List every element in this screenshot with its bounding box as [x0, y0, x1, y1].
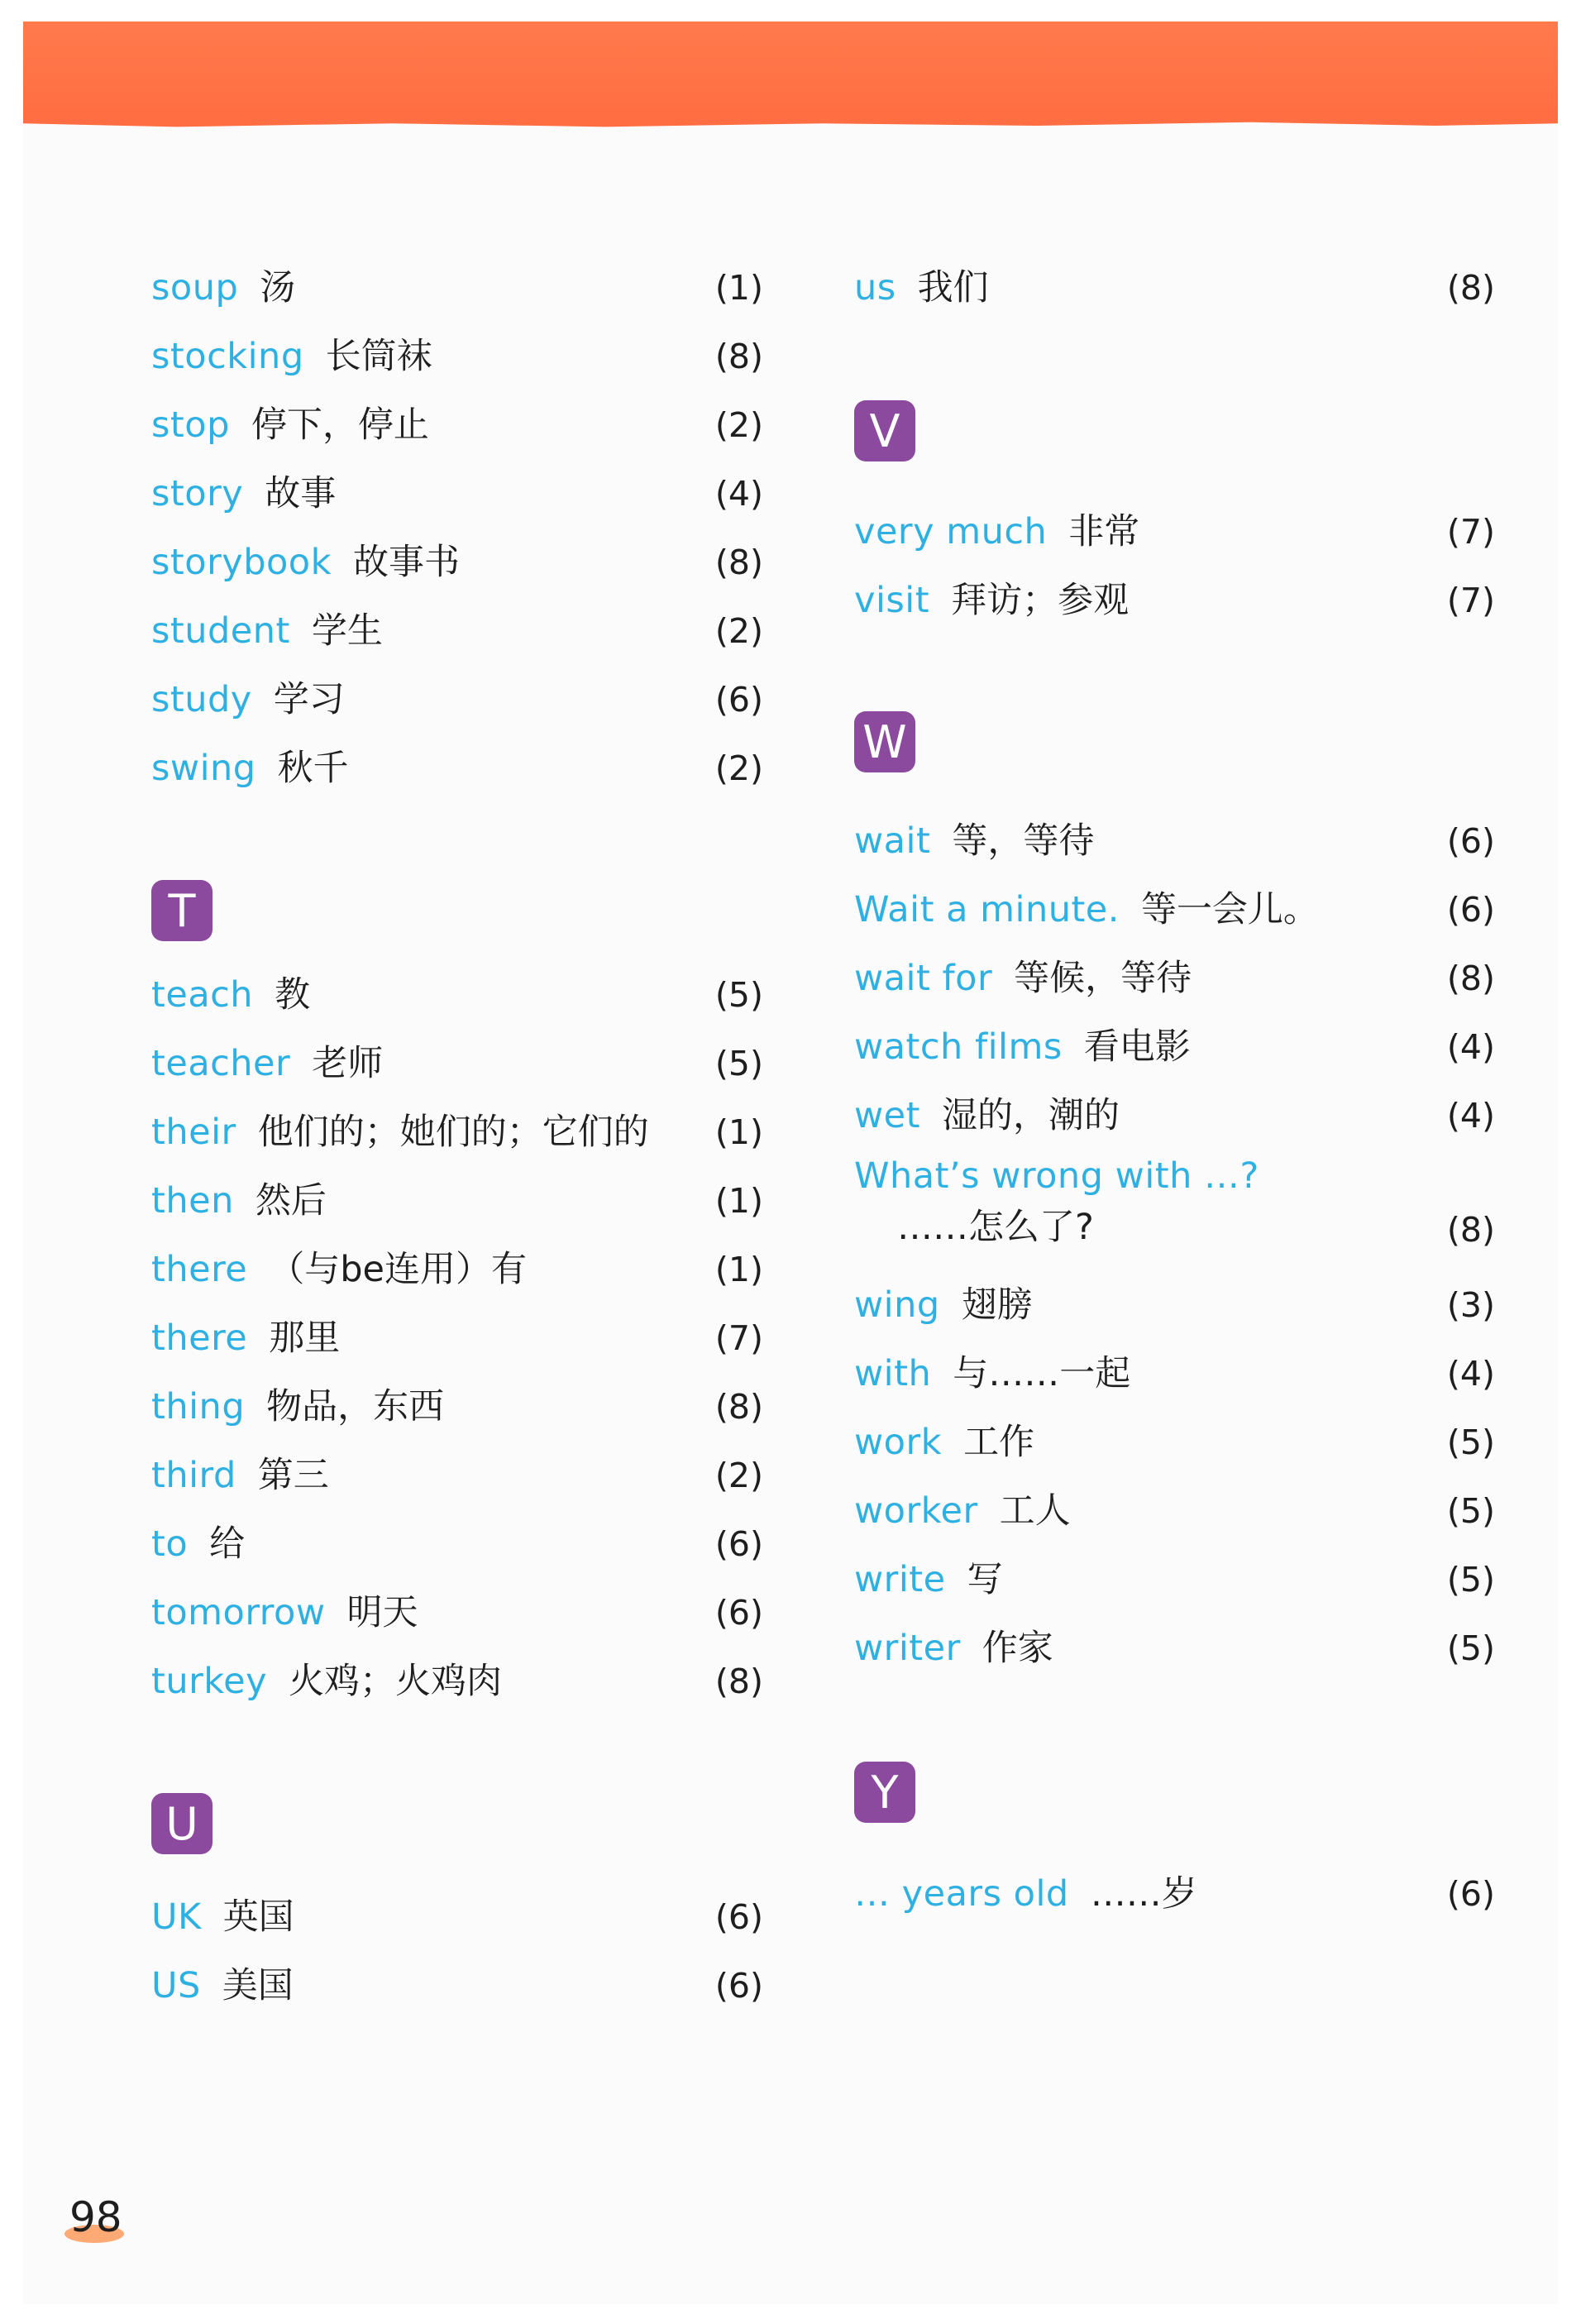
chinese-meaning: （与be连用）有	[269, 1248, 528, 1290]
vocab-entry	[854, 1087, 1495, 1145]
english-word: UK	[151, 1896, 202, 1938]
vocab-entry	[854, 1345, 1495, 1403]
english-word: wet	[854, 1094, 920, 1136]
english-word: with	[854, 1352, 932, 1394]
chinese-meaning: 给	[209, 1523, 246, 1565]
unit-number: (1)	[714, 1180, 763, 1221]
chinese-meaning: 写	[967, 1558, 1003, 1600]
vocab-entry	[854, 1865, 1495, 1923]
vocab-entry	[151, 1515, 763, 1573]
vocab-entry	[151, 1447, 763, 1504]
vocab-entry	[854, 1276, 1495, 1334]
unit-number: (2)	[714, 404, 763, 445]
english-word: there	[151, 1317, 248, 1359]
unit-number: (6)	[714, 1523, 763, 1564]
english-word: Wait a minute.	[854, 888, 1120, 930]
chinese-meaning: 与……一起	[953, 1352, 1131, 1394]
unit-number: (3)	[1446, 1284, 1495, 1325]
page-number: 98	[69, 2193, 122, 2241]
letter-badge-u: U	[151, 1793, 213, 1854]
unit-number: (7)	[1446, 511, 1495, 552]
top-banner	[23, 22, 1558, 137]
chinese-meaning: 工人	[999, 1490, 1071, 1532]
unit-number: (6)	[714, 1965, 763, 2006]
english-word: worker	[854, 1490, 978, 1532]
unit-number: (6)	[1446, 820, 1495, 861]
vocab-entry	[854, 1482, 1495, 1540]
chinese-meaning: 故事书	[353, 541, 461, 583]
english-word: storybook	[151, 541, 332, 583]
vocab-entry	[854, 571, 1495, 629]
vocab-entry	[151, 1309, 763, 1367]
english-word: story	[151, 472, 244, 514]
vocab-entry	[151, 1957, 763, 2015]
english-word: us	[854, 266, 896, 308]
vocab-entry	[854, 1150, 1495, 1258]
english-word: visit	[854, 579, 930, 621]
chinese-meaning: 工作	[963, 1421, 1035, 1463]
vocab-entry	[151, 533, 763, 591]
vocab-entry	[151, 602, 763, 660]
english-word: swing	[151, 747, 256, 789]
chinese-meaning: 停下，停止	[251, 404, 429, 446]
unit-number: (6)	[1446, 889, 1495, 930]
chinese-meaning: 拜访；参观	[951, 579, 1130, 621]
unit-number: (1)	[714, 1249, 763, 1289]
unit-number: (2)	[714, 748, 763, 788]
vocab-entry	[151, 1035, 763, 1093]
unit-number: (5)	[1446, 1628, 1495, 1668]
chinese-meaning: 作家	[982, 1627, 1053, 1669]
chinese-meaning: 学习	[273, 678, 345, 720]
unit-number: (5)	[714, 974, 763, 1015]
english-word: write	[854, 1558, 946, 1600]
english-word: their	[151, 1111, 236, 1153]
english-word: stop	[151, 404, 230, 446]
unit-number: (2)	[714, 610, 763, 651]
vocab-entry	[151, 1378, 763, 1436]
unit-number: (1)	[714, 1112, 763, 1152]
chinese-meaning: 老师	[312, 1042, 384, 1084]
unit-number: (7)	[1446, 580, 1495, 620]
english-word: teach	[151, 973, 254, 1016]
unit-number: (8)	[714, 1661, 763, 1701]
english-word: watch films	[854, 1026, 1063, 1068]
unit-number: (4)	[1446, 1353, 1495, 1394]
chinese-meaning: ……岁	[1090, 1872, 1197, 1915]
unit-number: (4)	[1446, 1095, 1495, 1136]
chinese-meaning: 美国	[222, 1964, 294, 2006]
vocab-entry	[151, 1584, 763, 1642]
chinese-meaning: 那里	[269, 1317, 341, 1359]
unit-number: (8)	[1446, 958, 1495, 998]
vocab-entry	[854, 1551, 1495, 1609]
english-word: wait for	[854, 957, 993, 999]
chinese-meaning: 秋千	[277, 747, 349, 789]
chinese-meaning: 学生	[311, 610, 383, 652]
vocab-entry	[151, 465, 763, 523]
english-word: to	[151, 1523, 189, 1565]
english-word: stocking	[151, 335, 304, 377]
unit-number: (6)	[714, 1896, 763, 1937]
vocab-entry	[854, 949, 1495, 1007]
english-word: third	[151, 1454, 236, 1496]
chinese-meaning: 英国	[222, 1896, 294, 1938]
unit-number: (5)	[1446, 1559, 1495, 1600]
vocab-entry	[151, 328, 763, 385]
unit-number: (8)	[714, 1386, 763, 1427]
vocab-entry	[151, 259, 763, 317]
chinese-meaning: 物品，东西	[266, 1385, 445, 1427]
chinese-meaning: 湿的，潮的	[941, 1094, 1120, 1136]
letter-badge-v: V	[854, 400, 915, 461]
unit-number: (6)	[1446, 1873, 1495, 1914]
vocab-entry	[151, 1172, 763, 1230]
english-word: teacher	[151, 1042, 291, 1084]
unit-number: (5)	[714, 1043, 763, 1083]
english-word: turkey	[151, 1660, 268, 1702]
vocab-entry	[854, 503, 1495, 561]
unit-number: (7)	[714, 1317, 763, 1358]
chinese-meaning: 长筒袜	[325, 335, 432, 377]
letter-badge-w: W	[854, 711, 915, 772]
english-word: … years old	[854, 1872, 1069, 1915]
chinese-meaning: 我们	[917, 266, 989, 308]
unit-number: (5)	[1446, 1422, 1495, 1462]
letter-badge-y: Y	[854, 1762, 915, 1823]
unit-number: (5)	[1446, 1490, 1495, 1531]
chinese-meaning: 非常	[1068, 510, 1140, 552]
english-word: thing	[151, 1385, 246, 1427]
chinese-meaning: 他们的；她们的；它们的	[257, 1111, 649, 1153]
chinese-meaning: 等一会儿。	[1140, 888, 1319, 930]
chinese-meaning: ……怎么了?	[897, 1207, 1094, 1248]
vocab-entry	[854, 881, 1495, 939]
unit-number: (8)	[1446, 267, 1495, 308]
vocab-entry	[854, 1413, 1495, 1471]
unit-number: (8)	[714, 336, 763, 376]
vocab-entry	[151, 739, 763, 797]
unit-number: (6)	[714, 679, 763, 720]
chinese-meaning: 教	[275, 973, 311, 1016]
english-word: writer	[854, 1627, 961, 1669]
unit-number: (6)	[714, 1592, 763, 1633]
vocab-entry	[854, 1018, 1495, 1076]
vocab-entry	[854, 812, 1495, 870]
chinese-meaning: 明天	[346, 1591, 418, 1633]
english-word: wing	[854, 1284, 940, 1326]
vocab-entry	[151, 966, 763, 1024]
unit-number: (8)	[1446, 1210, 1495, 1250]
chinese-meaning: 故事	[265, 472, 337, 514]
vocab-entry	[854, 1619, 1495, 1677]
vocab-entry	[854, 259, 1495, 317]
chinese-meaning: 火鸡；火鸡肉	[289, 1660, 503, 1702]
chinese-meaning: 汤	[260, 266, 296, 308]
english-word: student	[151, 610, 290, 652]
vocab-entry	[151, 1103, 763, 1161]
english-word: What’s wrong with …?	[854, 1155, 1259, 1197]
vocab-entry	[151, 396, 763, 454]
unit-number: (4)	[714, 473, 763, 514]
unit-number: (1)	[714, 267, 763, 308]
english-word: work	[854, 1421, 943, 1463]
vocab-entry	[151, 1652, 763, 1710]
unit-number: (8)	[714, 542, 763, 582]
english-word: US	[151, 1964, 201, 2006]
english-word: tomorrow	[151, 1591, 326, 1633]
unit-number: (4)	[1446, 1026, 1495, 1067]
chinese-meaning: 然后	[255, 1179, 327, 1222]
english-word: there	[151, 1248, 248, 1290]
chinese-meaning: 第三	[257, 1454, 329, 1496]
letter-badge-t: T	[151, 880, 213, 941]
english-word: wait	[854, 820, 931, 862]
vocab-entry	[151, 1888, 763, 1946]
chinese-meaning: 翅膀	[961, 1284, 1033, 1326]
english-word: soup	[151, 266, 239, 308]
chinese-meaning: 看电影	[1083, 1026, 1191, 1068]
unit-number: (2)	[714, 1455, 763, 1495]
vocab-entry	[151, 671, 763, 729]
english-word: then	[151, 1179, 234, 1222]
english-word: very much	[854, 510, 1048, 552]
chinese-meaning: 等，等待	[952, 820, 1095, 862]
english-word: study	[151, 678, 252, 720]
chinese-meaning: 等候，等待	[1014, 957, 1192, 999]
vocab-entry	[151, 1241, 763, 1298]
